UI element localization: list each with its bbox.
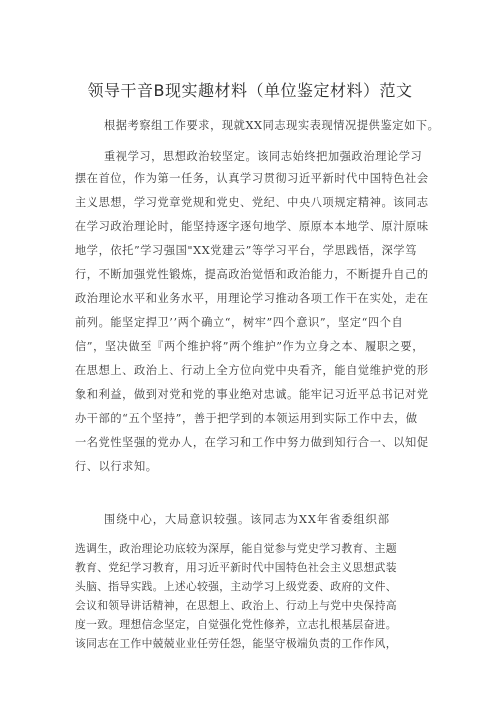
para1-line: 一名党性坚强的党办人，在学习和工作中努力做到知行合一、以知促 [75, 436, 429, 449]
para3-line: 会议和领导讲话精神，在思想上、政治上、行动上与党中央保持高 [75, 599, 397, 612]
para1-line: 信”，坚决做至『两个维护将”两个维护”作为立身之本、履职之要， [75, 340, 425, 353]
para1-line: 象和利益，做到对党和党的事业绝对忠诚。能牢记习近平总书记对党 [75, 388, 429, 401]
para1-line: 在学习政治理论时，能坚持逐字逐句地学、原原本本地学、原汁原味 [75, 220, 429, 233]
para3-line: 该同志在工作中兢兢业业任劳任怨，能坚守极端负责的工作作风， [75, 637, 397, 650]
para1-line: 行、以行求知。 [75, 460, 158, 473]
para1-line: 摆在首位，作为第一任务，认真学习贯彻习近平新时代中国特色社会 [75, 172, 429, 185]
para3-line: 度一致。理想信念坚定，自觉强化党性修养，立志扎根基层奋进。 [75, 618, 397, 631]
document-title: 领导干音B现实趣材料（单位鉴定材料）范文 [87, 81, 413, 100]
para1-line: 办干部的“五个坚持”，善于把学到的本领运用到实际工作中去，做 [75, 412, 418, 425]
para1-line: 在思想上、政治上、行动上全方位向党中央看齐，能自觉维护党的形 [75, 364, 429, 377]
para1-line: 行，不断加强党性锻炼，提高政治觉悟和政治能力，不断提升自己的 [75, 268, 429, 281]
para3-line: 教育、党纪学习教育，用习近平新时代中国特色社会主义思想武装 [75, 561, 397, 574]
para3-line: 选调生，政治理论功底较为深厚，能自觉参与党史学习教育、主题 [75, 542, 397, 555]
para1-line: 地学，依托”学习强国"XX党建云”等学习平台，学思践悟，深学笃 [75, 244, 417, 257]
para1-line: 前列。能坚定捍卫’’两个确立“，树牢”四个意识”，坚定“四个自 [75, 316, 404, 329]
para1-line: 重视学习，思想政治较坚定。该同志始终把加强政治理论学习 [104, 150, 423, 163]
para1-line: 政治理论水平和业务水平，用理论学习推动各项工作干在实处，走在 [75, 292, 429, 305]
para3-line: 头脑、指导实践。上述心较强，主动学习上级党委、政府的文件、 [75, 580, 397, 593]
para1-line: 主义思想，学习党章党规和党史、党纪、中央八项规定精神。该同志 [75, 196, 429, 209]
intro-text: 根据考察组工作要求，现就XX同志现实表现情况提供鉴定如下。 [104, 119, 440, 132]
para2-line: 围绕中心，大局意识较强。该同志为XX年省委组织部 [104, 513, 391, 526]
